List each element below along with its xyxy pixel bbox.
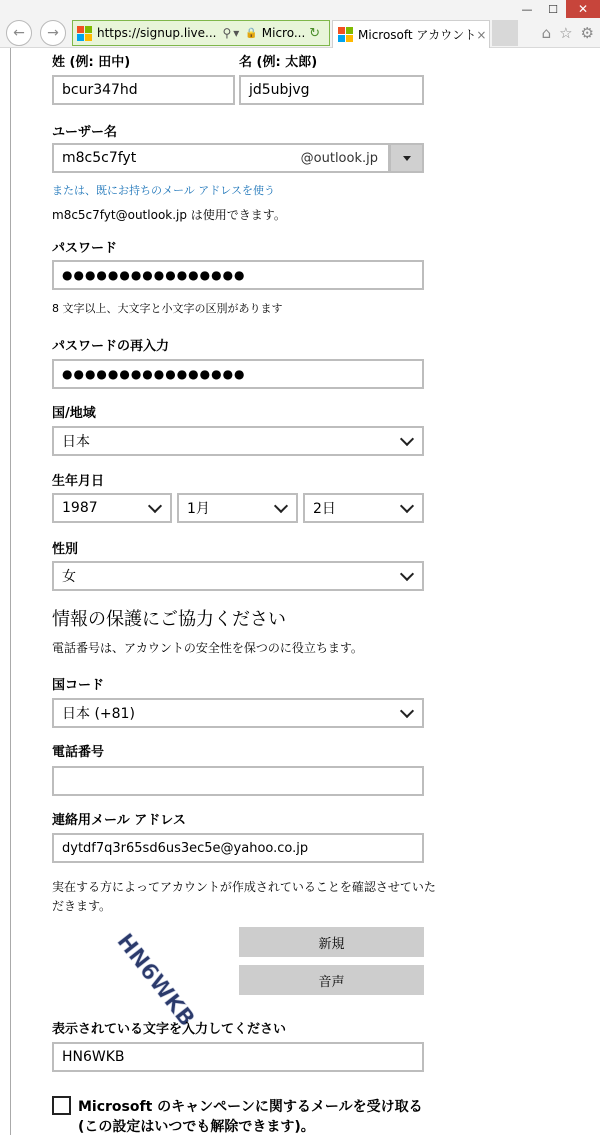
phone-input[interactable] [52, 766, 424, 796]
country-select[interactable] [52, 426, 424, 456]
first-name-input[interactable]: jd5ubjvg [239, 75, 424, 105]
microsoft-logo-icon [77, 26, 92, 41]
tab-close-icon[interactable]: × [476, 27, 487, 42]
settings-icon[interactable]: ⚙ [580, 24, 594, 42]
password-input[interactable]: ●●●●●●●●●●●●●●●● [52, 260, 424, 290]
password-confirm-label: パスワードの再入力 [52, 339, 170, 354]
favorites-icon[interactable]: ☆ [559, 24, 573, 42]
birth-day-value: 2日 [313, 501, 336, 517]
maximize-button[interactable]: ☐ [548, 2, 558, 16]
username-value: m8c5c7fyt [62, 150, 137, 166]
back-button[interactable] [6, 20, 32, 46]
gender-label: 性別 [52, 542, 79, 557]
phone-label: 電話番号 [52, 745, 105, 760]
security-description: 電話番号は、アカウントの安全性を保つのに役立ちます。 [52, 641, 363, 655]
search-icon[interactable]: ⚲ [222, 26, 232, 40]
window-controls [514, 0, 600, 18]
country-value: 日本 [62, 434, 90, 450]
country-label: 国/地域 [52, 406, 96, 421]
home-icon[interactable]: ⌂ [541, 24, 552, 42]
captcha-image [100, 928, 200, 1032]
back-arrow-icon: ← [13, 25, 25, 41]
last-name-input[interactable]: bcur347hd [52, 75, 235, 105]
username-availability-text: m8c5c7fyt@outlook.jp は使用できます。 [52, 208, 286, 222]
password-label: パスワード [52, 241, 118, 256]
verification-text-line2: だきます。 [52, 899, 112, 913]
tab-favicon-icon [338, 27, 353, 42]
chevron-down-icon [400, 703, 414, 717]
security-heading: 情報の保護にご協力ください [52, 609, 286, 630]
promo-email-checkbox[interactable] [52, 1096, 71, 1115]
chevron-down-icon [400, 566, 414, 580]
country-code-select[interactable] [52, 698, 424, 728]
last-name-label: 姓 (例: 田中) [52, 55, 131, 70]
verification-text-line1: 実在する方によってアカウントが作成されていることを確認させていた [52, 880, 436, 894]
forward-arrow-icon: → [47, 25, 59, 41]
birthdate-label: 生年月日 [52, 474, 105, 489]
close-window-button[interactable]: ✕ [566, 0, 600, 18]
captcha-input-label: 表示されている文字を入力してください [52, 1022, 287, 1037]
birth-year-select[interactable] [52, 493, 172, 523]
alt-email-label: 連絡用メール アドレス [52, 813, 186, 828]
chevron-down-icon [400, 498, 414, 512]
birth-month-value: 1月 [187, 501, 210, 517]
chevron-down-icon [400, 431, 414, 445]
audio-captcha-button[interactable]: 音声 [239, 965, 424, 995]
birth-month-select[interactable] [177, 493, 298, 523]
lock-icon[interactable]: 🔒 [245, 27, 258, 39]
birth-year-value: 1987 [62, 500, 98, 516]
username-input[interactable] [52, 143, 390, 173]
search-dropdown-icon[interactable]: ▾ [233, 26, 240, 40]
gender-select[interactable] [52, 561, 424, 591]
tab-microsoft-account[interactable] [332, 20, 490, 48]
domain-dropdown-button[interactable] [389, 143, 424, 173]
country-code-value: 日本 (+81) [62, 706, 135, 722]
password-hint: 8 文字以上、大文字と小文字の区別があります [52, 302, 283, 315]
captcha-glyphs: HN6WKB [111, 929, 200, 1032]
username-label: ユーザー名 [52, 125, 118, 140]
address-url: https://signup.live... [97, 26, 217, 40]
username-domain: @outlook.jp [300, 150, 378, 166]
caret-down-icon [403, 156, 411, 161]
site-identity[interactable]: Micro... [261, 26, 306, 40]
first-name-label: 名 (例: 太郎) [239, 55, 318, 70]
browser-toolbar [0, 0, 600, 48]
browser-tools [542, 24, 594, 42]
refresh-icon[interactable]: ↻ [309, 25, 321, 41]
gender-value: 女 [62, 569, 76, 585]
chevron-down-icon [274, 498, 288, 512]
password-confirm-input[interactable]: ●●●●●●●●●●●●●●●● [52, 359, 424, 389]
new-captcha-button[interactable]: 新規 [239, 927, 424, 957]
captcha-input[interactable]: HN6WKB [52, 1042, 424, 1072]
page-viewport [0, 48, 600, 1135]
alt-email-input[interactable]: dytdf7q3r65sd6us3ec5e@yahoo.co.jp [52, 833, 424, 863]
use-existing-email-link[interactable]: または、既にお持ちのメール アドレスを使う [52, 184, 275, 197]
tab-title: Microsoft アカウント [358, 28, 477, 42]
minimize-button[interactable]: — [521, 2, 533, 16]
birth-day-select[interactable] [303, 493, 424, 523]
forward-button[interactable] [40, 20, 66, 46]
address-bar[interactable] [72, 20, 330, 46]
promo-email-checkbox-label[interactable]: Microsoft のキャンペーンに関するメールを受け取る (この設定はいつでも解除できます)。 [78, 1099, 423, 1135]
country-code-label: 国コード [52, 678, 105, 693]
new-tab-button[interactable] [492, 20, 518, 46]
chevron-down-icon [148, 498, 162, 512]
